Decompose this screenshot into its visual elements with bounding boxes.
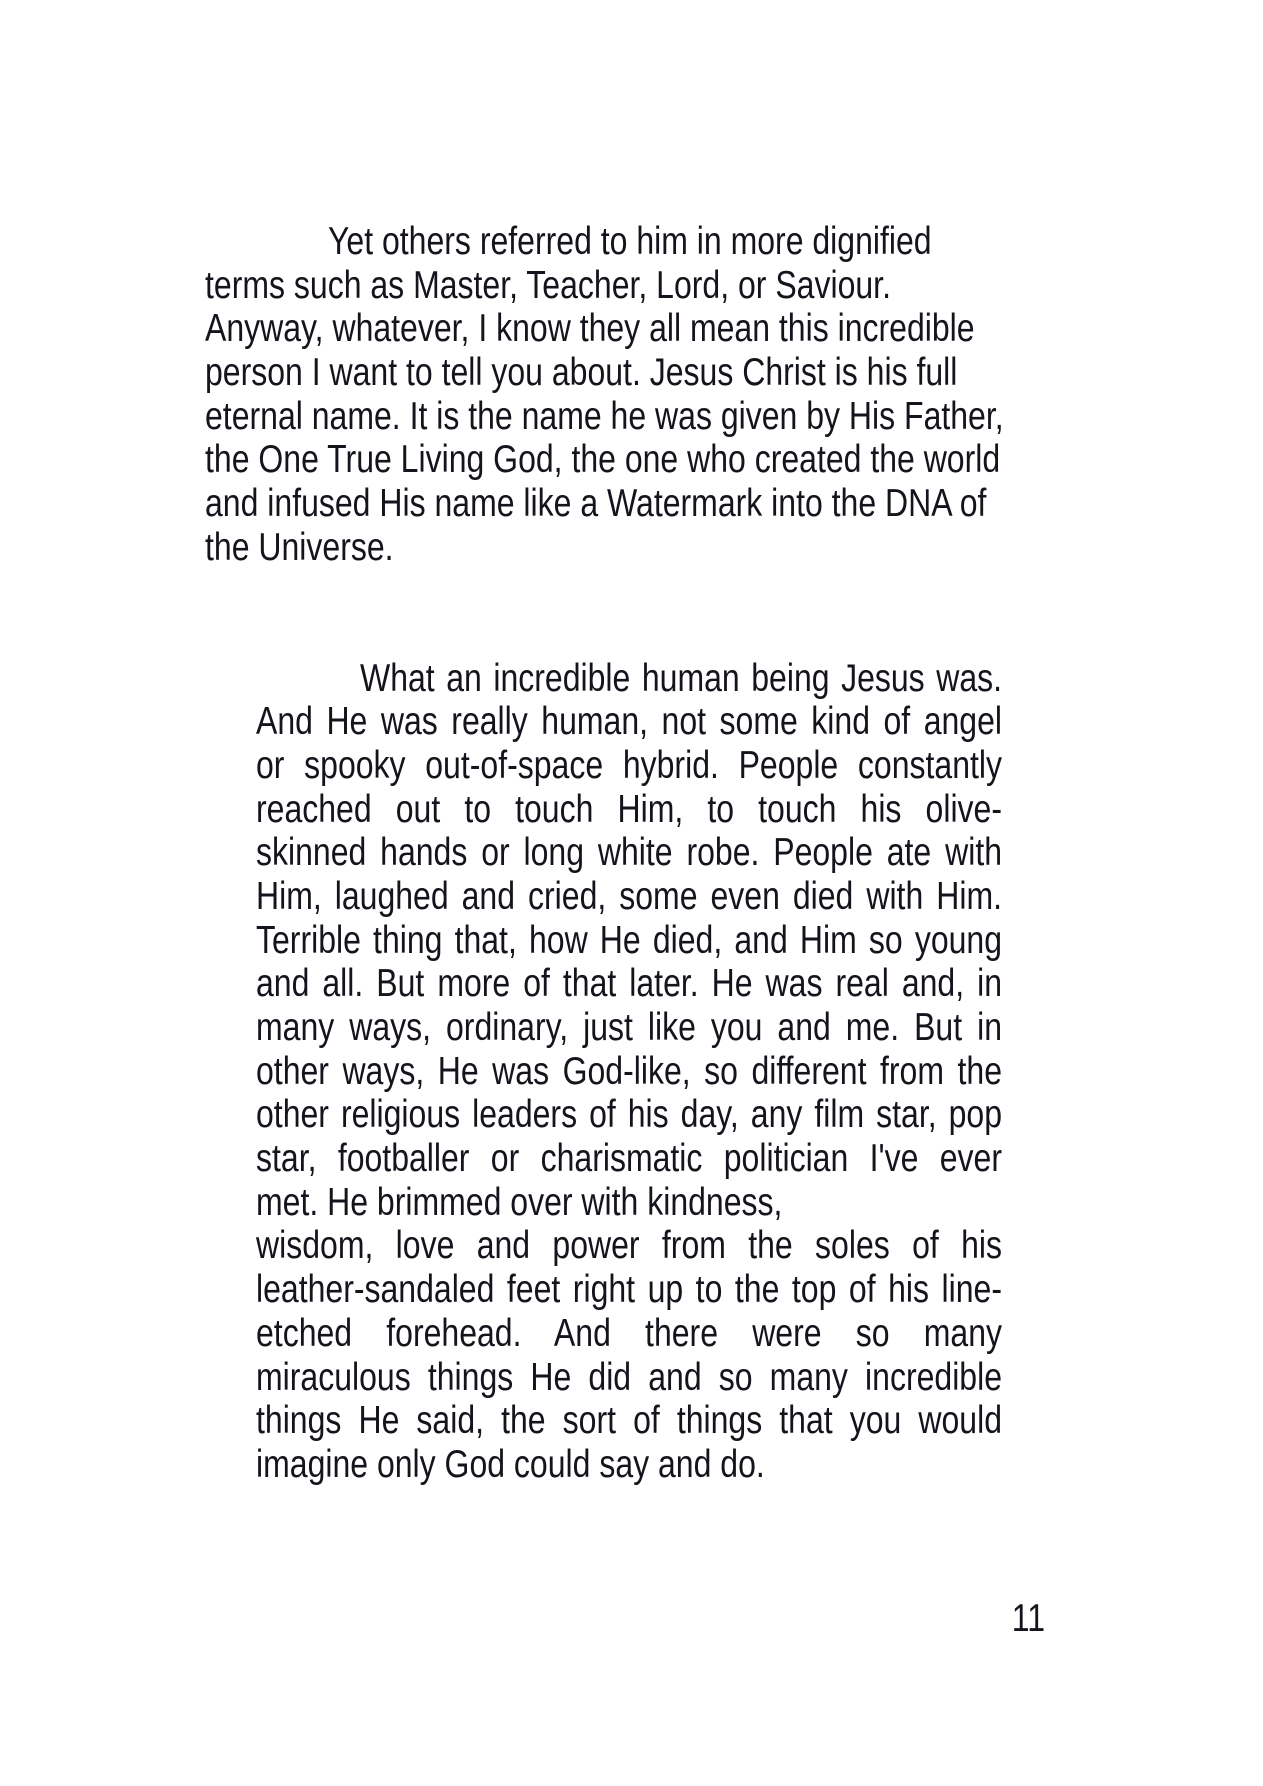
text-line: other ways, He was God-like, so different from the [256, 1048, 1002, 1093]
text-line: the Universe. [205, 524, 394, 569]
text-line: the One True Living God, the one who created the world [205, 437, 1001, 482]
text-line: many ways, ordinary, just like you and me. But in [256, 1004, 1002, 1049]
text-line: other religious leaders of his day, any film star, pop [256, 1092, 1002, 1137]
paragraph-2 [256, 657, 1002, 1487]
text-line: skinned hands or long white robe. People ate with [256, 830, 1002, 875]
text-line: etched forehead. And there were so many [256, 1310, 1002, 1355]
text-line: wisdom, love and power from the soles of his [256, 1223, 1002, 1268]
text-line: met. He brimmed over with kindness, [256, 1179, 783, 1224]
text-line: things He said, the sort of things that you would [256, 1398, 1002, 1442]
text-line: Him, laughed and cried, some even died with Him. [256, 873, 1002, 918]
text-line: and infused His name like a Watermark into the DNA of [205, 480, 987, 525]
text-line: Yet others referred to him in more dignified [328, 218, 932, 263]
text-line: Anyway, whatever, I know they all mean this incredible [205, 306, 975, 351]
text-line: Terrible thing that, how He died, and Him so young [256, 917, 1002, 962]
text-line: person I want to tell you about. Jesus Christ is his full [205, 349, 958, 394]
text-line: star, footballer or charismatic politician I've ever [256, 1135, 1002, 1180]
text-line: What an incredible human being Jesus was. [360, 655, 1002, 700]
text-line: miraculous things He did and so many incredible [256, 1354, 1002, 1399]
text-line: reached out to touch Him, to touch his olive- [256, 786, 1002, 831]
text-line: And He was really human, not some kind of angel [256, 699, 1002, 743]
text-line: and all. But more of that later. He was real and, in [256, 961, 1002, 1006]
text-line: or spooky out-of-space hybrid. People constantly [256, 742, 1002, 787]
text-line: eternal name. It is the name he was given by His Father, [205, 393, 1004, 438]
paragraph-1 [205, 220, 1035, 570]
page-number: 11 [1011, 1595, 1045, 1640]
text-line: terms such as Master, Teacher, Lord, or Saviour. [205, 262, 891, 307]
text-line: imagine only God could say and do. [256, 1441, 765, 1486]
text-line: leather-sandaled feet right up to the top of his line- [256, 1266, 1002, 1311]
